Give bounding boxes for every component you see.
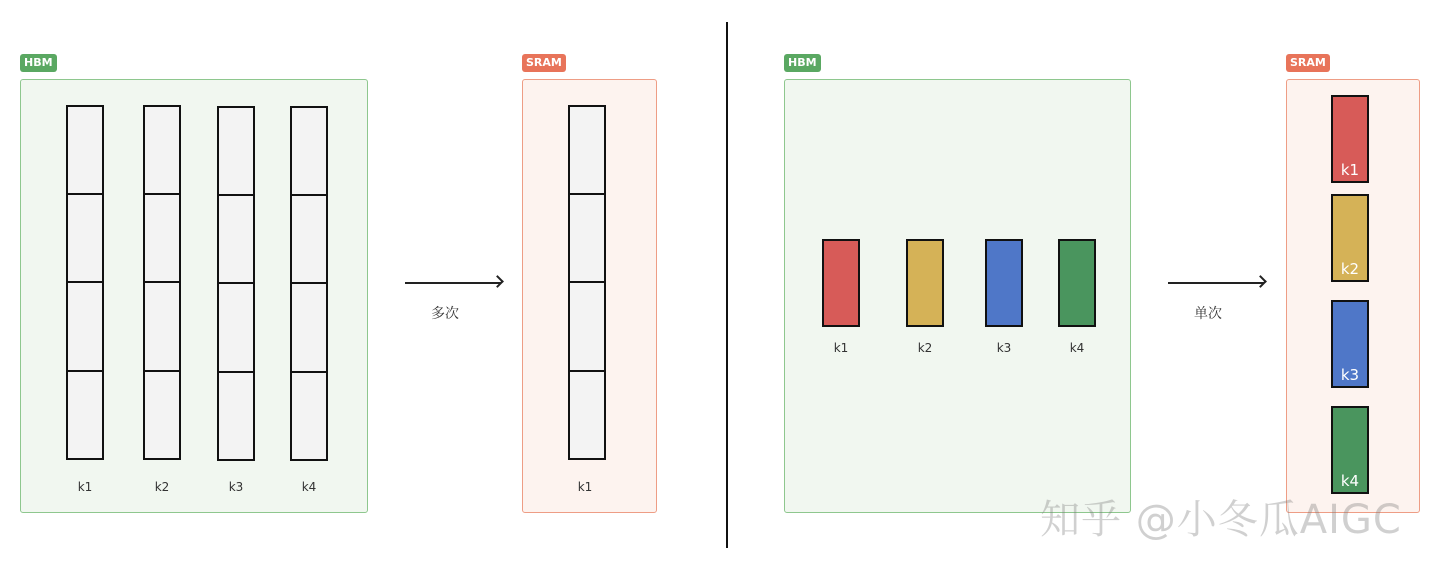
watermark: 知乎 @小冬瓜AIGC bbox=[1040, 497, 1402, 543]
column-label-k3: k3 bbox=[228, 480, 244, 494]
column-label-k1: k1 bbox=[77, 480, 93, 494]
block-label-k1: k1 bbox=[833, 341, 849, 355]
sram-block-label-k3: k3 bbox=[1340, 366, 1360, 384]
hbm-block-k4 bbox=[1058, 239, 1096, 327]
arrow-label-single: 单次 bbox=[1194, 306, 1222, 322]
sram-tag-left: SRAM bbox=[522, 54, 566, 72]
hbm-block-k2 bbox=[906, 239, 944, 327]
sram-tag-right: SRAM bbox=[1286, 54, 1330, 72]
sram-block-k1 bbox=[1331, 95, 1369, 183]
hbm-tag-left: HBM bbox=[20, 54, 57, 72]
hbm-column-k1 bbox=[66, 105, 104, 460]
hbm-column-k4 bbox=[290, 106, 328, 461]
hbm-block-k3 bbox=[985, 239, 1023, 327]
column-label-k4: k4 bbox=[301, 480, 317, 494]
sram-block-k2 bbox=[1331, 194, 1369, 282]
sram-block-label-k4: k4 bbox=[1340, 472, 1360, 490]
sram-block-label-k1: k1 bbox=[1340, 161, 1360, 179]
block-label-k3: k3 bbox=[996, 341, 1012, 355]
sram-block-k3 bbox=[1331, 300, 1369, 388]
arrow-right-icon bbox=[1168, 282, 1264, 284]
arrow-label-multiple: 多次 bbox=[431, 306, 459, 322]
sram-box-right bbox=[1286, 79, 1420, 513]
column-label-k2: k2 bbox=[154, 480, 170, 494]
hbm-column-k2 bbox=[143, 105, 181, 460]
block-label-k4: k4 bbox=[1069, 341, 1085, 355]
sram-block-k4 bbox=[1331, 406, 1369, 494]
hbm-column-k3 bbox=[217, 106, 255, 461]
hbm-block-k1 bbox=[822, 239, 860, 327]
arrow-right-icon bbox=[405, 282, 501, 284]
hbm-box-left bbox=[20, 79, 368, 513]
sram-box-left bbox=[522, 79, 657, 513]
sram-column-k1 bbox=[568, 105, 606, 460]
block-label-k2: k2 bbox=[917, 341, 933, 355]
sram-column-label: k1 bbox=[577, 480, 593, 494]
sram-block-label-k2: k2 bbox=[1340, 260, 1360, 278]
hbm-box-right bbox=[784, 79, 1131, 513]
panel-divider bbox=[726, 22, 728, 548]
hbm-tag-right: HBM bbox=[784, 54, 821, 72]
